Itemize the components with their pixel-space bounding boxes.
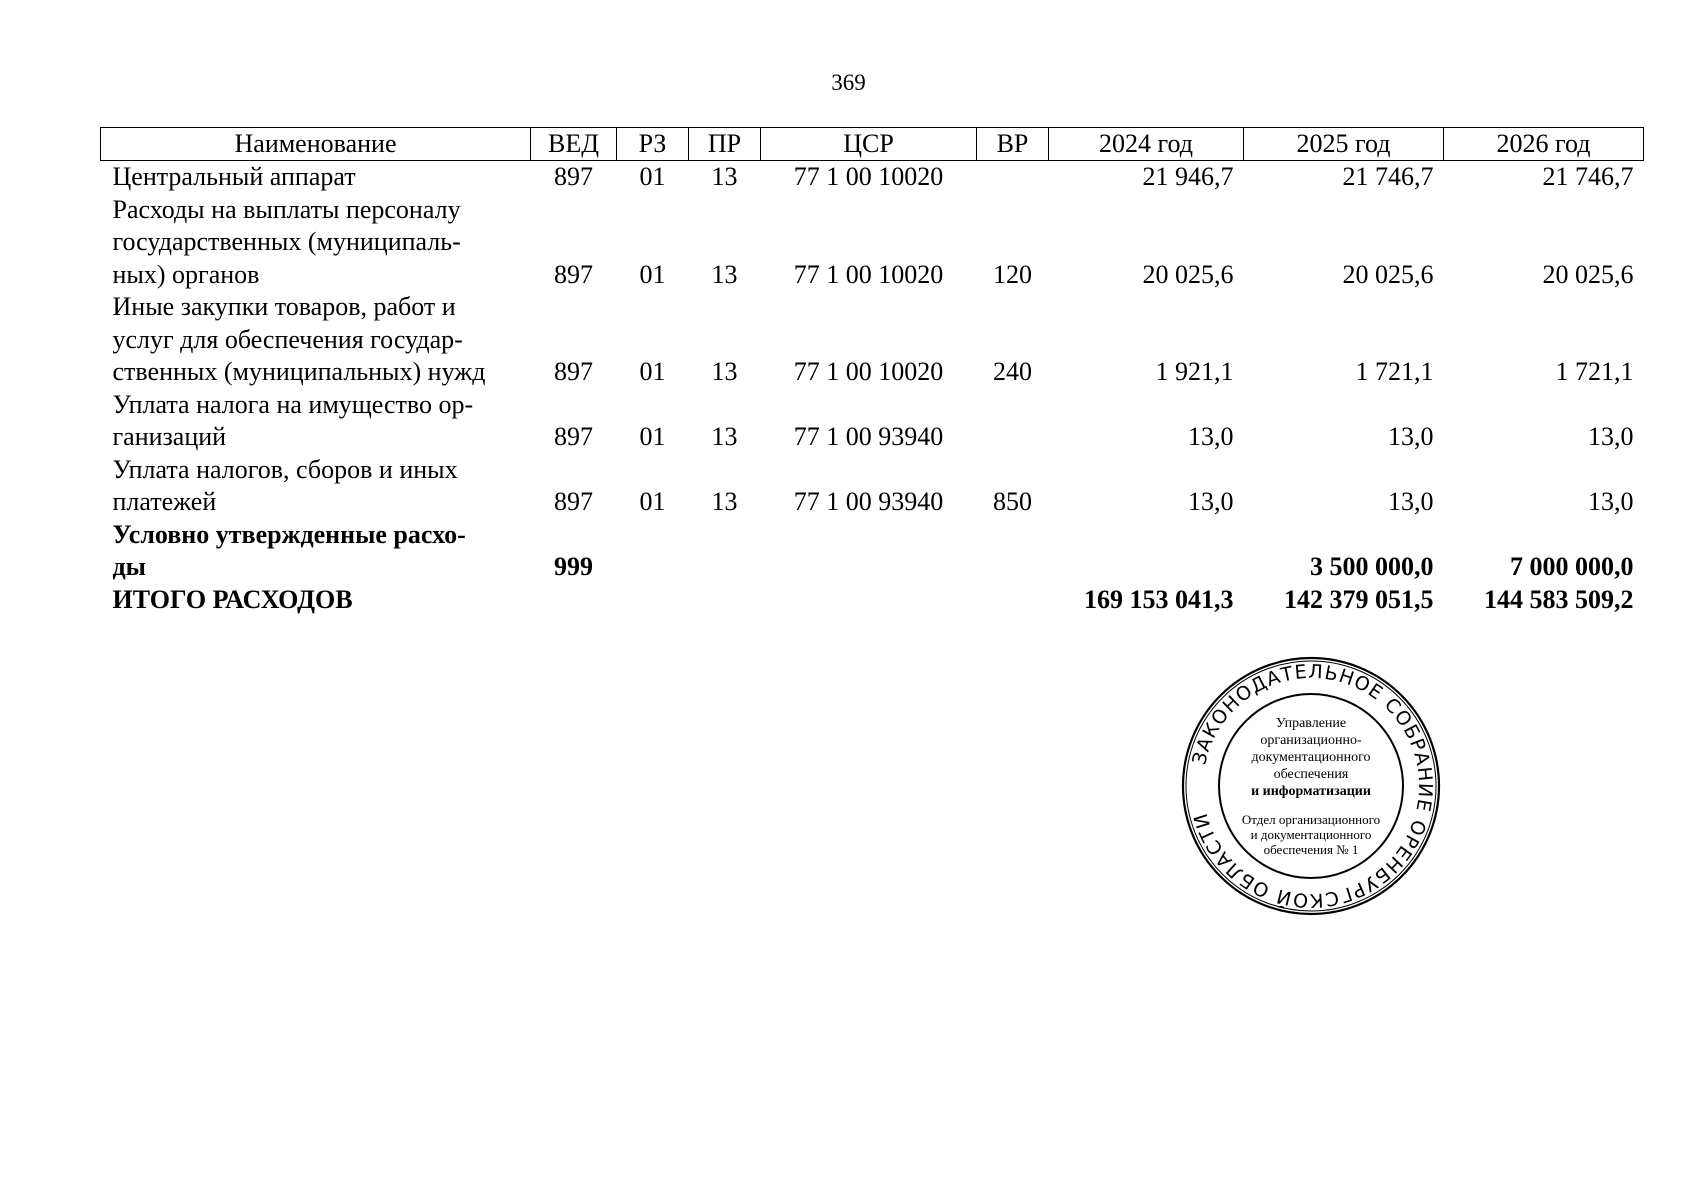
cell-vr: 850 xyxy=(993,487,1032,516)
cell-pr: 13 xyxy=(711,259,738,289)
cell-y2025: 142 379 051,5 xyxy=(1284,584,1434,614)
stamp-inner-line: и документационного xyxy=(1250,827,1372,842)
cell-pr: 13 xyxy=(711,357,738,386)
cell-name-line: услуг для обеспечения государ- xyxy=(112,324,463,354)
cell-name-line: ИТОГО РАСХОДОВ xyxy=(112,584,353,614)
cell-name-line: платежей xyxy=(112,487,217,516)
cell-y2025: 20 025,6 xyxy=(1342,259,1434,289)
cell-vr xyxy=(977,389,1049,454)
cell-pr: 13 xyxy=(711,487,738,516)
cell-name-line: Центральный аппарат xyxy=(112,162,356,191)
cell-pr xyxy=(689,584,761,617)
cell-csr: 77 1 00 93940 xyxy=(793,487,944,516)
header-csr: ЦСР xyxy=(761,128,977,161)
cell-vr xyxy=(977,584,1049,617)
header-ved: ВЕД xyxy=(531,128,617,161)
cell-pr xyxy=(689,519,761,584)
cell-name-line: ных) органов xyxy=(112,259,260,289)
cell-name xyxy=(101,161,531,194)
cell-y2026: 1 721,1 xyxy=(1555,357,1634,386)
table-row xyxy=(101,454,1644,519)
cell-y2025: 13,0 xyxy=(1388,487,1434,516)
cell-rz xyxy=(617,584,689,617)
svg-text:ЗАКОНОДАТЕЛЬНОЕ СОБРАНИЕ ОРЕНБ: ЗАКОНОДАТЕЛЬНОЕ СОБРАНИЕ ОРЕНБУРГСКОЙ ОБЛАСТИ xyxy=(1188,660,1437,912)
cell-name xyxy=(101,584,531,617)
cell-ved: 897 xyxy=(554,259,593,289)
cell-rz: 01 xyxy=(639,487,666,516)
cell-pr: 13 xyxy=(711,422,738,451)
header-vr: ВР xyxy=(977,128,1049,161)
cell-name-line: Уплата налогов, сборов и иных xyxy=(112,454,458,484)
cell-rz: 01 xyxy=(639,259,666,289)
cell-y2025: 21 746,7 xyxy=(1342,162,1434,191)
cell-rz: 01 xyxy=(639,357,666,386)
cell-y2025: 13,0 xyxy=(1388,422,1434,451)
stamp-inner-line: и информатизации xyxy=(1251,784,1371,799)
cell-csr xyxy=(761,519,977,584)
header-name: Наименование xyxy=(101,128,531,161)
cell-vr xyxy=(977,161,1049,194)
stamp-inner-line: документационного xyxy=(1251,750,1371,765)
page-number: 369 xyxy=(831,70,866,95)
cell-vr: 120 xyxy=(993,259,1032,289)
cell-y2024 xyxy=(1049,519,1244,584)
cell-name xyxy=(101,519,531,584)
header-2026: 2026 год xyxy=(1444,128,1644,161)
cell-name xyxy=(101,454,531,519)
cell-name-line: Расходы на выплаты персоналу xyxy=(112,194,461,224)
stamp-inner-line: обеспечения № 1 xyxy=(1263,842,1359,857)
cell-name xyxy=(101,389,531,454)
stamp-inner-line: Управление xyxy=(1275,716,1347,731)
cell-name-line: Условно утвержденные расхо- xyxy=(112,519,466,549)
budget-table xyxy=(100,127,1644,616)
cell-csr xyxy=(761,584,977,617)
table-body xyxy=(101,161,1644,617)
cell-csr: 77 1 00 10020 xyxy=(793,162,944,191)
table-header-row xyxy=(101,128,1644,161)
table-row xyxy=(101,519,1644,584)
cell-name-line: ственных (муниципальных) нужд xyxy=(112,357,486,386)
cell-y2024: 13,0 xyxy=(1188,487,1234,516)
cell-y2026: 21 746,7 xyxy=(1542,162,1634,191)
stamp-inner-line: Отдел организационного xyxy=(1241,812,1381,827)
table-row xyxy=(101,389,1644,454)
cell-csr: 77 1 00 10020 xyxy=(793,357,944,386)
table-row xyxy=(101,584,1644,617)
cell-y2026: 7 000 000,0 xyxy=(1510,552,1634,581)
cell-name xyxy=(101,194,531,292)
cell-y2024: 21 946,7 xyxy=(1142,162,1234,191)
header-2025: 2025 год xyxy=(1244,128,1444,161)
cell-y2025: 1 721,1 xyxy=(1355,357,1434,386)
cell-ved: 897 xyxy=(554,162,593,191)
cell-csr: 77 1 00 10020 xyxy=(793,259,944,289)
cell-name-line: Иные закупки товаров, работ и xyxy=(112,292,456,321)
cell-name-line: ганизаций xyxy=(112,422,227,451)
stamp-inner-line: обеспечения xyxy=(1273,767,1349,782)
cell-name-line: ды xyxy=(112,552,146,581)
cell-ved: 897 xyxy=(554,357,593,386)
cell-y2026: 13,0 xyxy=(1588,422,1634,451)
table-row xyxy=(101,291,1644,389)
cell-name-line: государственных (муниципаль- xyxy=(112,227,461,256)
cell-vr: 240 xyxy=(993,357,1032,386)
official-stamp xyxy=(1180,655,1442,917)
cell-y2024: 13,0 xyxy=(1188,422,1234,451)
stamp-inner-line: организационно- xyxy=(1260,733,1362,748)
cell-pr: 13 xyxy=(711,162,738,191)
cell-y2024: 1 921,1 xyxy=(1155,357,1234,386)
cell-y2025: 3 500 000,0 xyxy=(1310,552,1434,581)
header-2024: 2024 год xyxy=(1049,128,1244,161)
cell-name-line: Уплата налога на имущество ор- xyxy=(112,389,474,419)
cell-vr xyxy=(977,519,1049,584)
cell-y2026: 144 583 509,2 xyxy=(1484,584,1634,614)
cell-rz: 01 xyxy=(639,162,666,191)
cell-rz xyxy=(617,519,689,584)
cell-ved: 897 xyxy=(554,487,593,516)
table-row xyxy=(101,194,1644,292)
cell-csr: 77 1 00 93940 xyxy=(793,422,944,451)
table-row xyxy=(101,161,1644,194)
cell-ved: 999 xyxy=(554,552,593,581)
cell-rz: 01 xyxy=(639,422,666,451)
cell-y2024: 20 025,6 xyxy=(1142,259,1234,289)
header-pr: ПР xyxy=(689,128,761,161)
cell-y2026: 13,0 xyxy=(1588,487,1634,516)
cell-y2026: 20 025,6 xyxy=(1542,259,1634,289)
header-rz: РЗ xyxy=(617,128,689,161)
cell-name xyxy=(101,291,531,389)
cell-ved xyxy=(531,584,617,617)
cell-y2024: 169 153 041,3 xyxy=(1084,584,1234,614)
cell-ved: 897 xyxy=(554,422,593,451)
